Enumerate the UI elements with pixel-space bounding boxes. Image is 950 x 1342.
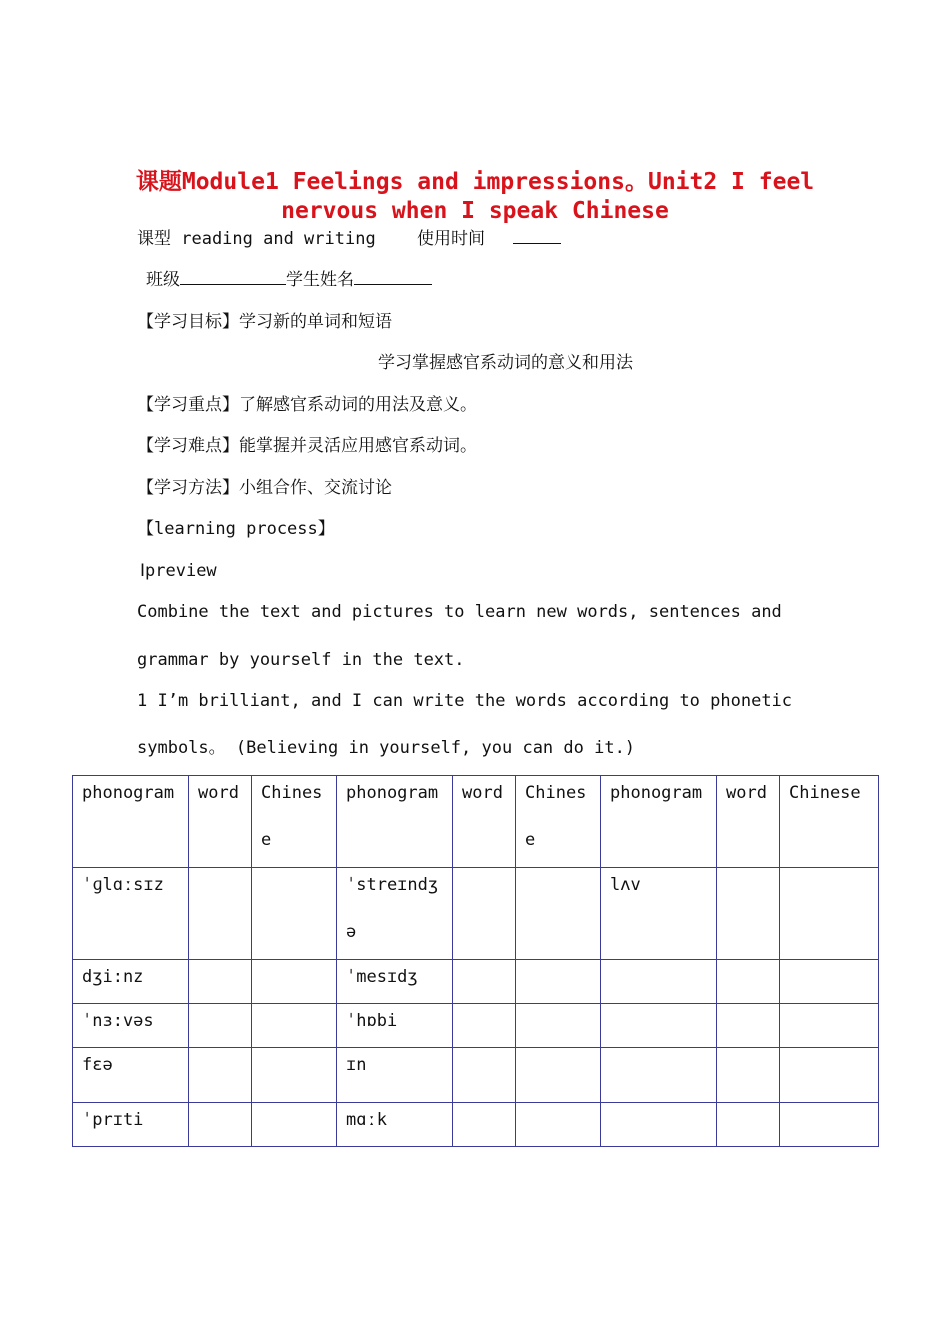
preview-heading: Ⅰpreview (140, 561, 217, 581)
header-word-1: word (198, 783, 239, 803)
learning-goal-line-2: 学习掌握感官系动词的意义和用法 (378, 353, 633, 373)
phonogram-text: ɪn (346, 1055, 367, 1075)
learning-process-heading: 【learning process】 (137, 519, 335, 539)
learning-difficulty: 【学习难点】能掌握并灵活应用感官系动词。 (137, 436, 477, 456)
header-cell (516, 776, 601, 868)
phonogram-cell (73, 1004, 189, 1048)
header-cell (252, 776, 337, 868)
phonogram-text: ˈstreɪndʒə (346, 875, 439, 942)
chinese-answer-cell[interactable] (780, 1004, 879, 1048)
instruction-line-2: grammar by yourself in the text. (137, 650, 465, 670)
phonogram-text: mɑːk (346, 1110, 387, 1130)
lesson-type (137, 228, 376, 250)
phonogram-cell (337, 1004, 453, 1048)
phonogram-text: fɛə (82, 1055, 113, 1075)
task-line-2: symbols。 (Believing in yourself, you can do it.) (137, 738, 636, 758)
table-row (73, 960, 879, 1004)
word-answer-cell[interactable] (453, 1048, 516, 1103)
chinese-answer-cell[interactable] (252, 1004, 337, 1048)
student-name-blank[interactable] (354, 269, 432, 285)
chinese-answer-cell[interactable] (780, 960, 879, 1004)
use-time-blank[interactable] (513, 228, 561, 244)
chinese-answer-cell[interactable] (516, 960, 601, 1004)
header-cell (601, 776, 717, 868)
phonogram-text: ˈhɒbi (346, 1011, 398, 1031)
word-answer-cell[interactable] (453, 1004, 516, 1048)
header-phonogram-3: phonogram (610, 783, 703, 803)
header-cell (189, 776, 252, 868)
learning-goal: 【学习目标】学习新的单词和短语 (137, 312, 392, 332)
word-answer-cell[interactable] (717, 868, 780, 960)
chinese-answer-cell[interactable] (252, 960, 337, 1004)
task-line-1: 1 I’m brilliant, and I can write the words according to phonetic (137, 691, 793, 711)
phonogram-table (72, 775, 879, 1147)
phonogram-cell (73, 868, 189, 960)
word-answer-cell[interactable] (453, 960, 516, 1004)
word-answer-cell[interactable] (189, 960, 252, 1004)
phonogram-text: ˈmesɪdʒ (346, 967, 418, 987)
learning-focus: 【学习重点】了解感官系动词的用法及意义。 (137, 395, 477, 415)
header-cell (780, 776, 879, 868)
word-answer-cell[interactable] (189, 1103, 252, 1147)
header-chinese-1: Chinese (261, 783, 323, 850)
phonogram-text: ˈɡlɑːsɪz (82, 875, 164, 895)
table-row (73, 1048, 879, 1103)
chinese-answer-cell[interactable] (252, 1048, 337, 1103)
phonogram-cell (73, 1103, 189, 1147)
chinese-answer-cell[interactable] (516, 1004, 601, 1048)
phonogram-cell (601, 1048, 717, 1103)
table-row (73, 1103, 879, 1147)
word-answer-cell[interactable] (453, 1103, 516, 1147)
chinese-answer-cell[interactable] (252, 868, 337, 960)
lesson-type-label: 课型 reading and writing (137, 229, 376, 249)
chinese-answer-cell[interactable] (780, 1103, 879, 1147)
class-label: 班级 (146, 270, 180, 290)
learning-method: 【学习方法】小组合作、交流讨论 (137, 478, 392, 498)
phonogram-cell (337, 960, 453, 1004)
phonogram-text: ˈprɪti (82, 1110, 144, 1130)
phonogram-cell (601, 868, 717, 960)
page-title-line-1: 课题Module1 Feelings and impressions。Unit2 I feel (135, 169, 815, 195)
chinese-answer-cell[interactable] (780, 1048, 879, 1103)
header-phonogram-1: phonogram (82, 783, 175, 803)
phonogram-cell (601, 960, 717, 1004)
table-row (73, 1004, 879, 1048)
phonogram-text: ˈnɜ:vəs (82, 1011, 154, 1031)
header-cell (73, 776, 189, 868)
word-answer-cell[interactable] (189, 1048, 252, 1103)
instruction-line-1: Combine the text and pictures to learn new words, sentences and (137, 602, 782, 622)
chinese-answer-cell[interactable] (252, 1103, 337, 1147)
class-blank[interactable] (180, 269, 286, 285)
header-word-2: word (462, 783, 503, 803)
header-word-3: word (726, 783, 767, 803)
phonogram-cell (73, 960, 189, 1004)
header-cell (453, 776, 516, 868)
word-answer-cell[interactable] (189, 868, 252, 960)
word-answer-cell[interactable] (717, 1004, 780, 1048)
student-name-label: 学生姓名 (286, 270, 354, 290)
phonogram-cell (337, 868, 453, 960)
header-cell (717, 776, 780, 868)
phonogram-cell (601, 1103, 717, 1147)
page-title-line-2: nervous when I speak Chinese (281, 198, 669, 224)
phonogram-text: dʒi:nz (82, 967, 144, 987)
chinese-answer-cell[interactable] (780, 868, 879, 960)
chinese-answer-cell[interactable] (516, 1103, 601, 1147)
phonogram-cell (73, 1048, 189, 1103)
word-answer-cell[interactable] (453, 868, 516, 960)
chinese-answer-cell[interactable] (516, 868, 601, 960)
phonogram-cell (337, 1103, 453, 1147)
header-phonogram-2: phonogram (346, 783, 439, 803)
word-answer-cell[interactable] (717, 960, 780, 1004)
header-chinese-3: Chinese (789, 783, 861, 803)
phonogram-cell (601, 1004, 717, 1048)
header-cell (337, 776, 453, 868)
phonogram-text: lʌv (610, 875, 641, 895)
table-header-row (73, 776, 879, 868)
word-answer-cell[interactable] (717, 1048, 780, 1103)
use-time-label: 使用时间 (417, 229, 485, 249)
word-answer-cell[interactable] (717, 1103, 780, 1147)
chinese-answer-cell[interactable] (516, 1048, 601, 1103)
phonogram-cell (337, 1048, 453, 1103)
header-chinese-2: Chinese (525, 783, 587, 850)
student-info (146, 269, 432, 291)
word-answer-cell[interactable] (189, 1004, 252, 1048)
table-row (73, 868, 879, 960)
use-time (417, 228, 561, 250)
